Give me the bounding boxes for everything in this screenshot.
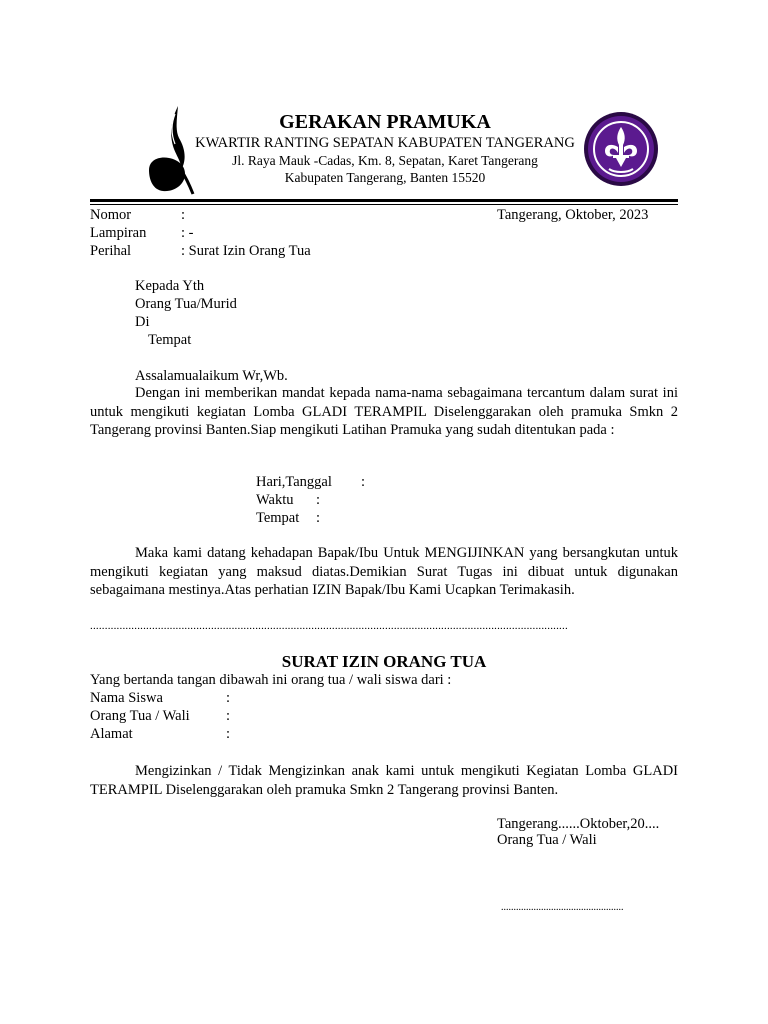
recipient-line4: Tempat bbox=[148, 332, 192, 348]
waktu-colon: : bbox=[316, 492, 321, 508]
nama-siswa-label: Nama Siswa bbox=[90, 690, 163, 706]
nomor-value: : bbox=[181, 207, 186, 223]
recipient-line1: Kepada Yth bbox=[135, 278, 205, 294]
perihal-value: : Surat Izin Orang Tua bbox=[181, 243, 311, 259]
org-title: GERAKAN PRAMUKA bbox=[279, 111, 491, 133]
perihal-label: Perihal bbox=[90, 243, 132, 259]
org-address-line1: Jl. Raya Mauk -Cadas, Km. 8, Sepatan, Karet Tangerang bbox=[232, 153, 538, 168]
letterhead bbox=[195, 109, 575, 186]
tempat-label: Tempat bbox=[256, 510, 300, 526]
alamat-colon: : bbox=[226, 726, 231, 742]
tunas-kelapa-logo-icon bbox=[145, 104, 197, 196]
letter-date: Tangerang, Oktober, 2023 bbox=[497, 207, 649, 223]
tempat-colon: : bbox=[316, 510, 321, 526]
body-paragraph-1: Dengan ini memberikan mandat kepada nama-nama sebagaimana tercantum dalam surat ini untuk mengikuti kegiatan Lomba GLADI TERAMPIL Diselenggarakan oleh pramuka Smkn 2 Tangerang provinsi Banten.Siap mengikuti Latihan Pramuka yang sudah ditentukan pada : bbox=[90, 385, 678, 438]
org-address-line2: Kabupaten Tangerang, Banten 15520 bbox=[284, 170, 486, 185]
orang-tua-colon: : bbox=[226, 708, 231, 724]
signature-line: ................................................. bbox=[501, 902, 624, 913]
hari-tanggal-colon: : bbox=[361, 474, 366, 490]
sign-place-date: Tangerang......Oktober,20.... bbox=[497, 816, 660, 832]
nomor-label: Nomor bbox=[90, 207, 132, 223]
letterhead-divider-thick bbox=[90, 199, 678, 202]
greeting: Assalamualaikum Wr,Wb. bbox=[135, 368, 288, 384]
lampiran-value: : - bbox=[181, 225, 194, 241]
hari-tanggal-label: Hari,Tanggal bbox=[256, 474, 332, 490]
nama-siswa-colon: : bbox=[226, 690, 231, 706]
izin-title: SURAT IZIN ORANG TUA bbox=[281, 652, 487, 671]
recipient-line2: Orang Tua/Murid bbox=[135, 296, 237, 312]
recipient-line3: Di bbox=[135, 314, 150, 330]
izin-intro: Yang bertanda tangan dibawah ini orang tua / wali siswa dari : bbox=[90, 672, 452, 688]
lampiran-label: Lampiran bbox=[90, 225, 147, 241]
orang-tua-label: Orang Tua / Wali bbox=[90, 708, 190, 724]
org-subtitle: KWARTIR RANTING SEPATAN KABUPATEN TANGERANG bbox=[195, 135, 575, 151]
alamat-label: Alamat bbox=[90, 726, 133, 742]
izin-statement: Mengizinkan / Tidak Mengizinkan anak kami untuk mengikuti Kegiatan Lomba GLADI TERAMPIL Diselenggarakan oleh pramuka Smkn 2 Tangerang provinsi Banten. bbox=[90, 763, 678, 798]
sign-role: Orang Tua / Wali bbox=[497, 832, 597, 848]
world-scout-emblem-icon bbox=[583, 111, 659, 187]
cut-line: .................................................................................................................................................................. bbox=[90, 620, 568, 632]
waktu-label: Waktu bbox=[256, 492, 294, 508]
letterhead-divider-thin bbox=[90, 204, 678, 205]
body-paragraph-2: Maka kami datang kehadapan Bapak/Ibu Untuk MENGIJINKAN yang bersangkutan untuk mengikuti kegiatan yang maksud diatas.Demikian Surat Tugas ini dibuat untuk digunakan sebagaimana mestinya.Atas perhatian IZIN Bapak/Ibu Kami Ucapkan Terimakasih. bbox=[90, 545, 678, 598]
